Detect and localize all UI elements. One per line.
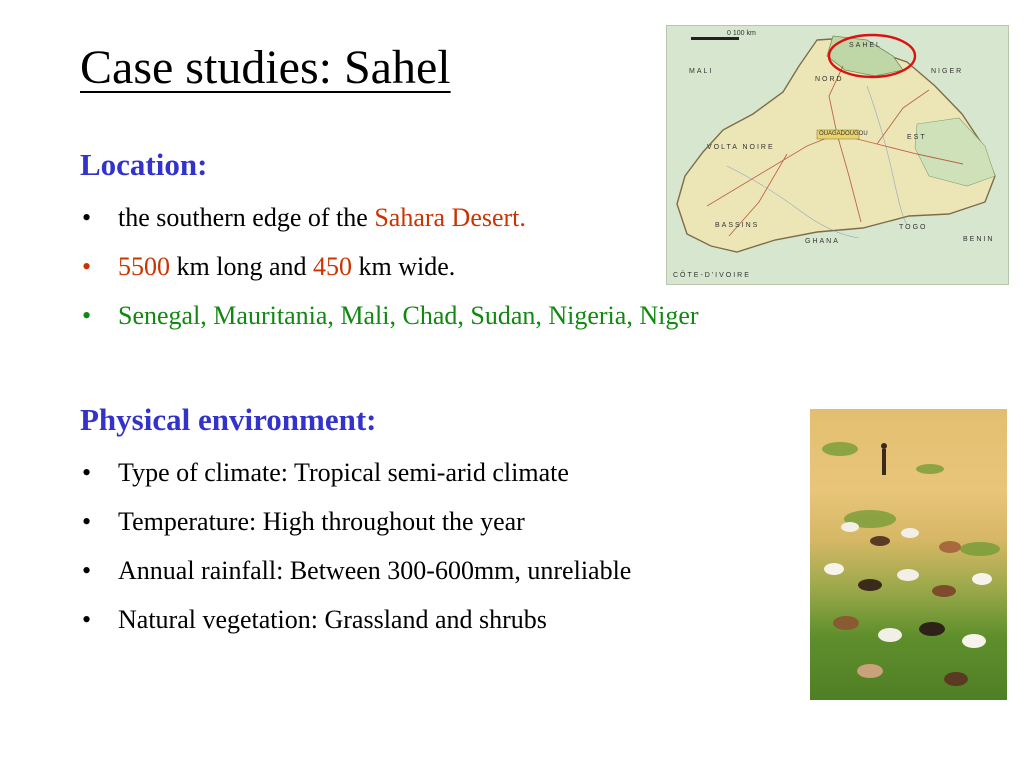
list-item bbox=[80, 193, 699, 242]
list-item bbox=[80, 291, 699, 340]
map-label-mali: MALI bbox=[689, 68, 714, 75]
herder-figure bbox=[881, 443, 887, 475]
list-item bbox=[80, 546, 631, 595]
location-list bbox=[80, 193, 699, 340]
map-label-capital: OUAGADOUGOU bbox=[819, 131, 868, 137]
width-value: 450 bbox=[313, 252, 352, 281]
slide-title: Case studies: Sahel bbox=[80, 41, 451, 94]
sahara-desert-text: Sahara Desert. bbox=[374, 203, 526, 232]
temperature-text: Temperature: High throughout the year bbox=[118, 507, 525, 536]
bullet-icon: • bbox=[82, 605, 92, 634]
map-label-ghana: GHANA bbox=[805, 238, 840, 245]
list-item bbox=[80, 242, 699, 291]
map-label-benin: BENIN bbox=[963, 236, 995, 243]
map-label-volta: VOLTA NOIRE bbox=[707, 144, 775, 151]
countries-text: Senegal, Mauritania, Mali, Chad, Sudan, Nigeria, Niger bbox=[118, 301, 699, 330]
bullet-icon: • bbox=[82, 507, 92, 536]
map-label-nord: NORD bbox=[815, 76, 844, 83]
bullet-icon: • bbox=[82, 556, 92, 585]
map-label-sahel: SAHEL bbox=[849, 42, 882, 49]
bullet-icon: • bbox=[82, 203, 92, 232]
photo-drawing bbox=[810, 409, 1007, 700]
location-text: the southern edge of the bbox=[118, 203, 375, 232]
climate-text: Type of climate: Tropical semi-arid climate bbox=[118, 458, 569, 487]
physical-list bbox=[80, 448, 631, 644]
width-text: km wide. bbox=[352, 252, 456, 281]
map-label-niger: NIGER bbox=[931, 68, 964, 75]
list-item bbox=[80, 497, 631, 546]
list-item bbox=[80, 595, 631, 644]
burkina-faso-map bbox=[666, 25, 1009, 285]
length-text: km long and bbox=[170, 252, 313, 281]
location-heading: Location: bbox=[80, 147, 208, 182]
map-label-bassins: BASSINS bbox=[715, 222, 760, 229]
map-label-est: EST bbox=[907, 134, 927, 141]
rainfall-text: Annual rainfall: Between 300-600mm, unreliable bbox=[118, 556, 632, 585]
physical-heading: Physical environment: bbox=[80, 402, 377, 437]
sahel-cattle-photo bbox=[810, 409, 1007, 700]
vegetation-text: Natural vegetation: Grassland and shrubs bbox=[118, 605, 547, 634]
bullet-icon: • bbox=[82, 252, 92, 281]
length-value: 5500 bbox=[118, 252, 170, 281]
grass-patches bbox=[822, 442, 1000, 556]
map-scale-label: 0 100 km bbox=[727, 30, 756, 37]
bullet-icon: • bbox=[82, 458, 92, 487]
map-label-togo: TOGO bbox=[899, 224, 928, 231]
map-label-cote-divoire: CÔTE-D'IVOIRE bbox=[673, 272, 751, 279]
map-drawing bbox=[667, 26, 1008, 284]
bullet-icon: • bbox=[82, 301, 92, 330]
list-item bbox=[80, 448, 631, 497]
